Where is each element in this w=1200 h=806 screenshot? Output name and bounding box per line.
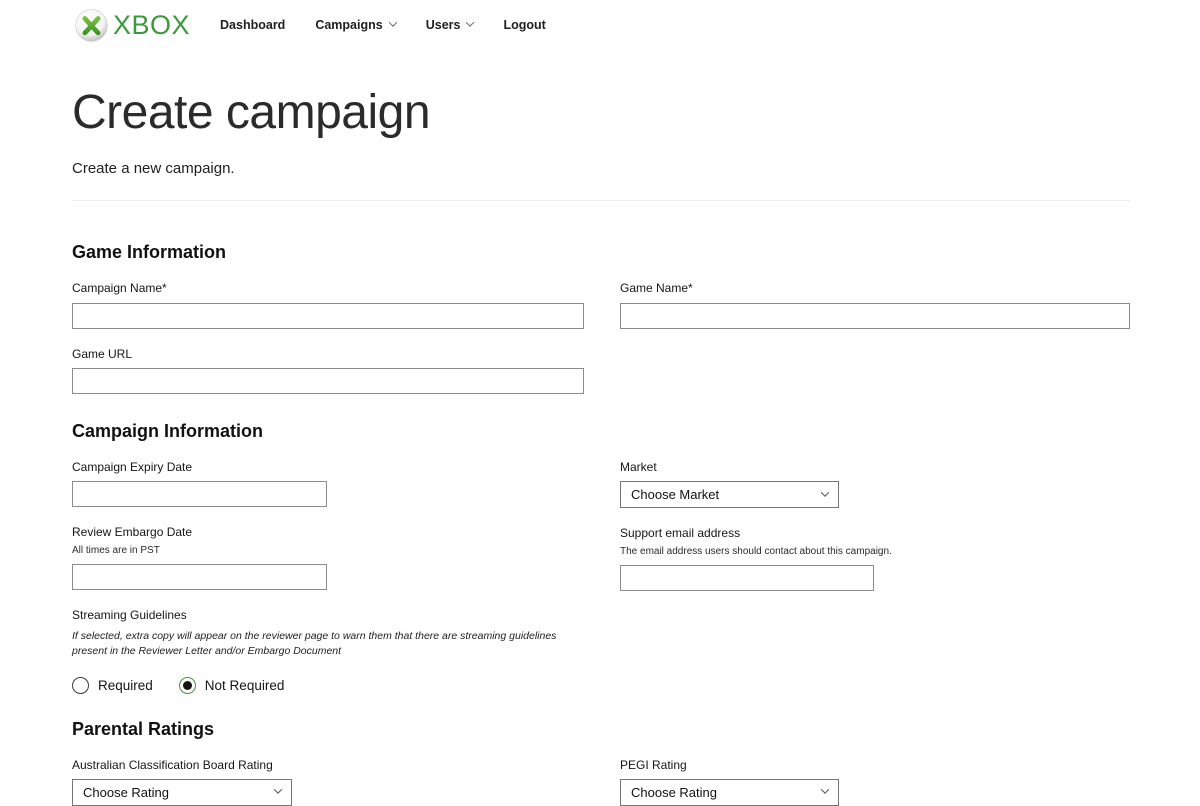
- market-select-value: Choose Market: [631, 487, 720, 503]
- support-email-label: Support email address: [620, 526, 741, 541]
- nav-item-campaigns[interactable]: Campaigns: [315, 18, 395, 32]
- pegi-rating-select[interactable]: [620, 779, 839, 806]
- campaign-name-field-group: [72, 281, 584, 328]
- market-field-group: [620, 460, 1130, 508]
- acb-rating-label: Australian Classification Board Rating: [72, 757, 273, 772]
- acb-rating-select-value: Choose Rating: [83, 784, 169, 800]
- game-url-input[interactable]: [72, 368, 584, 394]
- section-heading-campaign-information: Campaign Information: [72, 420, 264, 441]
- review-embargo-date-help: All times are in PST: [72, 544, 160, 556]
- divider: [72, 200, 1130, 201]
- streaming-guidelines-radio-group: [72, 677, 584, 694]
- campaign-name-label: Campaign Name*: [72, 281, 167, 296]
- radio-unselected-icon[interactable]: [72, 677, 89, 694]
- review-embargo-date-input[interactable]: [72, 564, 327, 590]
- radio-not-required[interactable]: [179, 677, 285, 694]
- support-email-field-group: [620, 526, 1130, 590]
- game-url-label: Game URL: [72, 346, 133, 361]
- xbox-sphere-icon: [75, 9, 108, 42]
- chevron-down-icon: [821, 488, 829, 496]
- support-email-input[interactable]: [620, 565, 874, 591]
- game-information-grid: [72, 263, 1130, 394]
- support-email-help: The email address users should contact about this campaign.: [620, 545, 892, 557]
- acb-rating-field-group: [72, 758, 584, 806]
- streaming-guidelines-label: Streaming Guidelines: [72, 607, 187, 622]
- review-embargo-date-label: Review Embargo Date: [72, 525, 193, 540]
- radio-dot: [183, 681, 192, 690]
- nav-links: [220, 18, 546, 32]
- create-campaign-page: [72, 85, 1130, 806]
- campaign-information-grid: [72, 442, 1130, 694]
- chevron-down-icon: [274, 786, 282, 794]
- game-name-label: Game Name*: [620, 281, 693, 296]
- game-name-input[interactable]: [620, 303, 1130, 329]
- campaign-expiry-date-label: Campaign Expiry Date: [72, 459, 193, 474]
- nav-item-dashboard[interactable]: Dashboard: [220, 18, 286, 32]
- pegi-rating-label: PEGI Rating: [620, 757, 687, 772]
- market-select[interactable]: [620, 481, 839, 508]
- page-subtitle: Create a new campaign.: [72, 160, 235, 178]
- campaign-expiry-date-input[interactable]: [72, 481, 327, 507]
- section-heading-game-information: Game Information: [72, 242, 227, 263]
- xbox-wordmark: XBOX: [113, 9, 191, 40]
- nav-item-logout[interactable]: Logout: [503, 18, 546, 32]
- streaming-guidelines-help: If selected, extra copy will appear on the reviewer page to warn them that there are streaming guidelines present in the Reviewer Letter and/or Embargo Document: [72, 630, 557, 658]
- review-embargo-date-field-group: [72, 525, 584, 589]
- market-label: Market: [620, 459, 657, 474]
- chevron-down-icon: [821, 786, 829, 794]
- top-navbar: [0, 0, 1200, 48]
- radio-required[interactable]: [72, 677, 153, 694]
- campaign-expiry-date-field-group: [72, 460, 584, 507]
- streaming-guidelines-field-group: [72, 608, 584, 694]
- page-title: Create campaign: [72, 86, 431, 139]
- game-url-field-group: [72, 347, 584, 394]
- radio-required-label: Required: [98, 677, 153, 693]
- chevron-down-icon: [466, 18, 474, 26]
- pegi-rating-field-group: [620, 758, 1130, 806]
- nav-item-users[interactable]: Users: [426, 18, 474, 32]
- pegi-rating-select-value: Choose Rating: [631, 784, 717, 800]
- acb-rating-select[interactable]: [72, 779, 292, 806]
- chevron-down-icon: [388, 18, 396, 26]
- campaign-name-input[interactable]: [72, 303, 584, 329]
- radio-not-required-label: Not Required: [204, 677, 285, 693]
- radio-selected-icon[interactable]: [179, 677, 196, 694]
- game-name-field-group: [620, 281, 1130, 328]
- xbox-logo[interactable]: [75, 9, 190, 42]
- parental-ratings-grid: [72, 740, 1130, 806]
- section-heading-parental-ratings: Parental Ratings: [72, 718, 215, 739]
